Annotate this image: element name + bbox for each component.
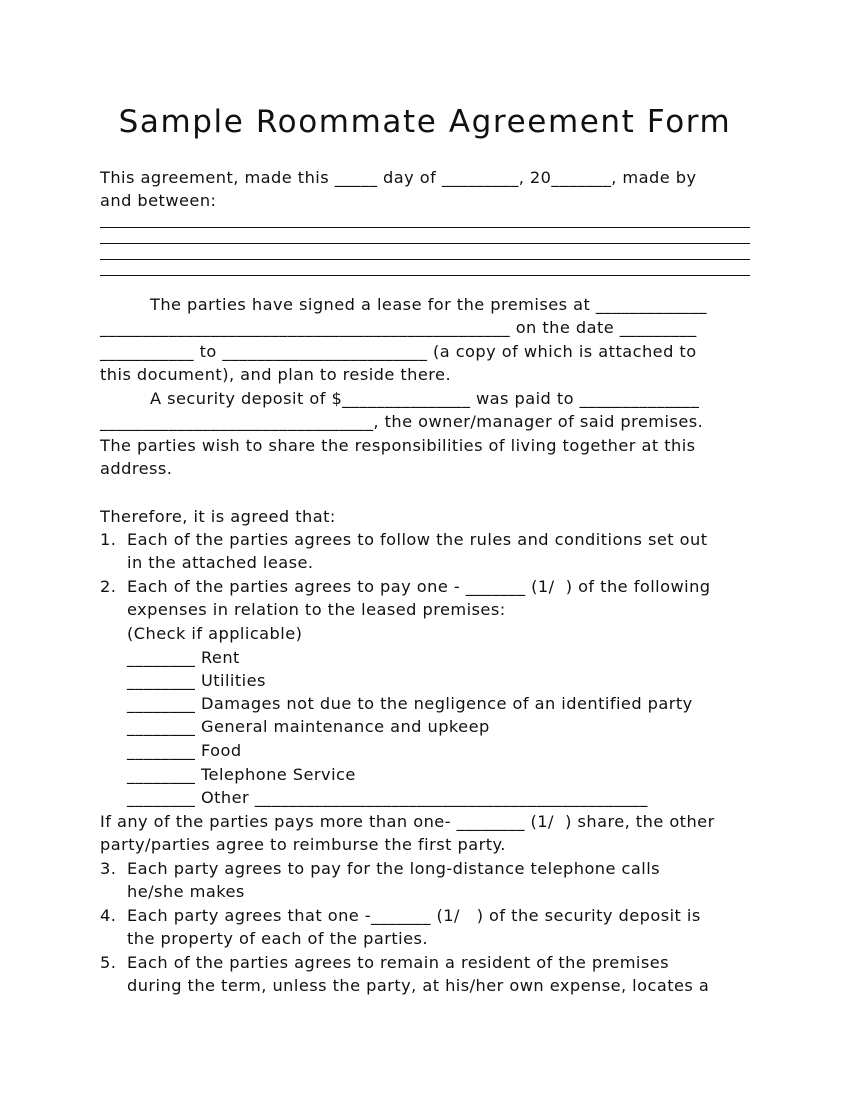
item-number: 3. bbox=[100, 859, 117, 878]
checkbox-food[interactable]: ________ Food bbox=[127, 741, 242, 760]
checkbox-telephone[interactable]: ________ Telephone Service bbox=[127, 765, 356, 784]
item-number: 4. bbox=[100, 906, 117, 925]
item-text: Each party agrees to pay for the long-distance telephone calls bbox=[127, 859, 661, 878]
item-4-line-2: the property of each of the parties. bbox=[127, 929, 428, 948]
page-title: Sample Roommate Agreement Form bbox=[118, 104, 732, 140]
item-2-line-3: (Check if applicable) bbox=[127, 624, 303, 643]
item-1-line-1 bbox=[100, 528, 750, 551]
item-4-line-1 bbox=[100, 904, 750, 927]
checkbox-damages[interactable]: ________ Damages not due to the negligence of an identified party bbox=[127, 694, 693, 713]
reimburse-line-1: If any of the parties pays more than one- ________ (1/ ) share, the other bbox=[100, 812, 715, 831]
checkbox-rent[interactable]: ________ Rent bbox=[127, 648, 240, 667]
reimburse-line-2: party/parties agree to reimburse the first party. bbox=[100, 835, 506, 854]
premises-line-4: this document), and plan to reside there. bbox=[100, 365, 452, 384]
checkbox-maintenance[interactable]: ________ General maintenance and upkeep bbox=[127, 717, 490, 736]
item-text: Each of the parties agrees to remain a resident of the premises bbox=[127, 953, 670, 972]
premises-line-1: The parties have signed a lease for the premises at _____________ bbox=[150, 295, 707, 314]
checkbox-utilities[interactable]: ________ Utilities bbox=[127, 671, 266, 690]
item-5-line-2: during the term, unless the party, at his/her own expense, locates a bbox=[127, 976, 710, 995]
premises-line-3: ___________ to ________________________ (a copy of which is attached to bbox=[100, 342, 697, 361]
party-name-line-1[interactable] bbox=[100, 227, 750, 228]
item-1-line-2: in the attached lease. bbox=[127, 553, 314, 572]
item-text: Each of the parties agrees to pay one - _______ (1/ ) of the following bbox=[127, 577, 711, 596]
item-2-line-2: expenses in relation to the leased premises: bbox=[127, 600, 506, 619]
party-name-line-2[interactable] bbox=[100, 243, 750, 244]
item-3-line-1 bbox=[100, 857, 750, 880]
deposit-line-2: ________________________________, the owner/manager of said premises. bbox=[100, 412, 704, 431]
party-name-line-4[interactable] bbox=[100, 275, 750, 276]
party-name-line-3[interactable] bbox=[100, 259, 750, 260]
item-number: 5. bbox=[100, 953, 117, 972]
therefore-line: Therefore, it is agreed that: bbox=[100, 507, 336, 526]
item-number: 2. bbox=[100, 577, 117, 596]
item-5-line-1 bbox=[100, 951, 750, 974]
deposit-line-4: address. bbox=[100, 459, 173, 478]
item-text: Each of the parties agrees to follow the rules and conditions set out bbox=[127, 530, 708, 549]
intro-line-2: and between: bbox=[100, 191, 217, 210]
premises-line-2: ________________________________________________ on the date _________ bbox=[100, 318, 697, 337]
deposit-line-3: The parties wish to share the responsibilities of living together at this bbox=[100, 436, 696, 455]
item-number: 1. bbox=[100, 530, 117, 549]
item-3-line-2: he/she makes bbox=[127, 882, 245, 901]
checkbox-other[interactable]: ________ Other ______________________________________________ bbox=[127, 788, 648, 807]
item-2-line-1 bbox=[100, 575, 750, 598]
intro-line-1: This agreement, made this _____ day of _________, 20_______, made by bbox=[100, 168, 697, 187]
item-text: Each party agrees that one -_______ (1/ ) of the security deposit is bbox=[127, 906, 701, 925]
deposit-line-1: A security deposit of $_______________ was paid to ______________ bbox=[150, 389, 700, 408]
